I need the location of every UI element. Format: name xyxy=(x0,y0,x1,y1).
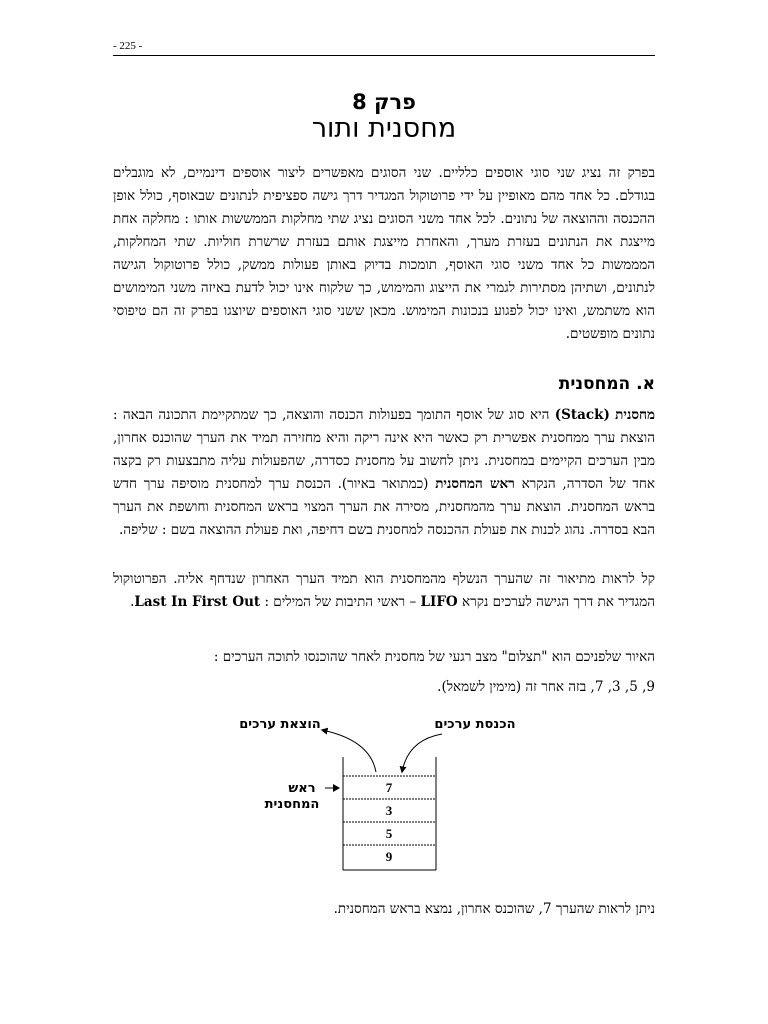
closing-text: ניתן לראות שהערך 7, שהוכנס אחרון, נמצא בראש המחסנית. xyxy=(333,901,655,917)
closing-sentence xyxy=(113,898,655,921)
lifo-acronym: LIFO xyxy=(420,594,458,610)
lifo-expansion: Last In First Out xyxy=(134,594,261,610)
push-label: הכנסת ערכים xyxy=(434,717,516,732)
chapter-title: מחסנית ותור xyxy=(311,113,457,144)
top-label-line2: המחסנית xyxy=(264,797,320,812)
pop-arrow xyxy=(322,730,376,772)
stack-term-en: (Stack) xyxy=(554,407,610,423)
figure-values-line xyxy=(113,676,655,699)
figure-intro xyxy=(113,646,655,669)
chapter-label: פרק 8 xyxy=(352,90,416,114)
pop-label: הוצאת ערכים xyxy=(239,717,321,732)
stack-cell-2: 3 xyxy=(385,803,393,818)
stack-diagram xyxy=(230,700,530,880)
page-number: - 225 - xyxy=(113,40,143,52)
stack-definition-paragraph xyxy=(113,404,655,542)
stack-def-text-b: (כמתואר באיור). הכנסת ערך למחסנית מוסיפה ערך חדש בראש המחסנית. הוצאת ערך מהמחסנית, מסירה את הערך המצוי בראש המחסנית וחושפת את הערך הבא בסדרה. נהוג לכנות את פעולת ההכנסה למחסנית בשם דחיפה, ואת פעולת ההוצאה בשם : שליפה. xyxy=(113,476,655,538)
figure-values-text: 9, 5, 3, 7, בזה אחר זה (מימין לשמאל). xyxy=(437,679,655,695)
stack-cell-4: 9 xyxy=(385,849,393,864)
header-rule xyxy=(113,55,655,56)
lifo-paragraph: קל לראות מתיאור זה שהערך הנשלף מהמחסנית הוא תמיד הערך האחרון שנדחף אליה. הפרוטוקול המגדיר את דרך הגישה לערכים נקרא LIFO – ראשי התיבות של המילים : Last In First Out. xyxy=(113,571,655,610)
intro-text: בפרק זה נציג שני סוגי אוספים כלליים. שני הסוגים מאפשרים ליצור אוספים דינמיים, לא מוגבלים בגודלם. כל אחד מהם מאופיין על ידי פרוטוקול המגדיר דרך גישה ספציפית לנתונים שבאוסף, כולל אופן ההכנסה וההוצאה של נתונים. לכל אחד משני הסוגים נציג שתי מחלקות הממששות אותו : מחלקה אחת מייצגת את הנתונים בעזרת מערך, והאחרת מייצגת אותם בעזרת שרשרת חוליות. שתי המחלקות, המממשות כל אחד משני סוגי האוסף, תומכות בדיוק באותן פעולות ממשק, כולל פרוטוקול הגישה לנתונים, ושתיהן מסתירות לגמרי את הייצוג והמימוש, כך שלקוח אינו יכול לדעת באיזה משני המימושים הוא משתמש, ואינו יכול לפגוע בנכונות המימוש. מכאן ששני סוגי האוספים שיוצגו בפרק זה הם טיפוסי נתונים מופשטים. xyxy=(113,165,655,342)
lifo-text-a: קל לראות מתיאור זה שהערך הנשלף מהמחסנית הוא תמיד הערך האחרון שנדחף אליה. הפרוטוקול המגדיר את דרך הגישה לערכים נקרא xyxy=(113,571,655,610)
stack-cell-3: 5 xyxy=(385,826,393,841)
stack-def-text-a: היא סוג של אוסף התומך בפעולות הכנסה והוצאה, כך שמתקיימת התכונה הבאה : הוצאת ערך ממחסנית אפשרית רק כאשר היא אינה ריקה והיא מחזירה תמיד את הערך שהוכנס אחרון, מבין הערכים הקיימים במחסנית. ניתן לחשוב על מחסנית כסדרה, שהפעולות עליה מתבצעות רק בקצה אחד של הסדרה, הנקרא xyxy=(113,407,655,492)
stack-term: מחסנית xyxy=(615,407,656,423)
figure-intro-text: האיור שלפניכם הוא "תצלום" מצב רגעי של מחסנית לאחר שהוכנסו לתוכה הערכים : xyxy=(213,649,655,665)
stack-cell-1: 7 xyxy=(385,780,393,795)
top-label-line1: ראש xyxy=(288,781,316,796)
intro-paragraph xyxy=(113,162,655,346)
stack-top-term: ראש המחסנית xyxy=(435,476,515,492)
lifo-text-b: – ראשי התיבות של המילים : xyxy=(264,594,417,610)
section-heading: א. המחסנית xyxy=(558,374,655,394)
top-pointer-head xyxy=(333,784,340,792)
stack-cells xyxy=(343,776,436,864)
